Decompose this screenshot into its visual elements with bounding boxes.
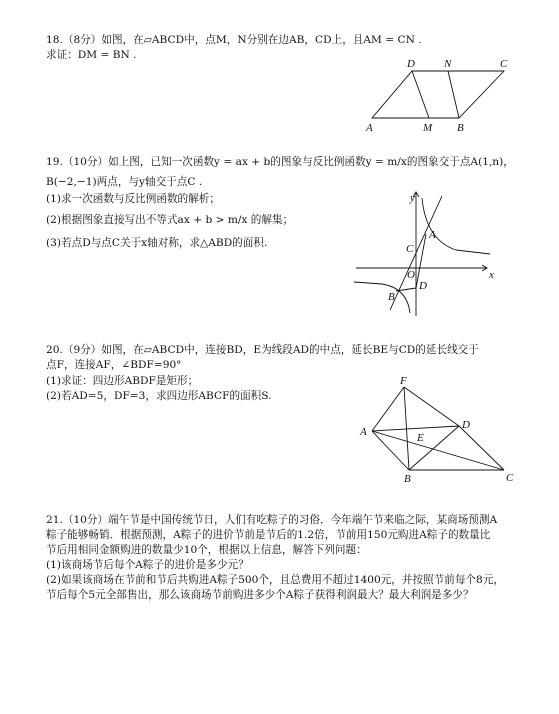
- q19-hyperbola-branch-2: [354, 282, 410, 313]
- q21-line-1: 21.（10分）端午节是中国传统节日，人们有吃粽子的习俗．今年端午节来临之际，某商场预测A: [46, 514, 498, 526]
- q21-line-4: (1)该商场节后每个A粽子的进价是多少元？: [46, 559, 249, 571]
- q20-label-e: E: [417, 432, 424, 444]
- q20-segment-af: [372, 387, 404, 431]
- q19-hyperbola-branch-1: [422, 198, 490, 254]
- q19-line-4: (2)根据图象直接写出不等式ax + b > m/x 的解集；: [46, 214, 294, 226]
- q18-label-a: A: [366, 122, 373, 134]
- q18-parallelogram: [372, 71, 504, 118]
- q19-label-c: C: [406, 243, 414, 255]
- q20-rectangle-figure: [352, 374, 522, 486]
- q18-label-c: C: [500, 58, 508, 70]
- q18-label-n: N: [444, 58, 452, 70]
- q19-label-x: x: [489, 269, 494, 281]
- q21-line-2: 粽子能够畅销．根据预测，A粽子的进价节前是节后的1.2倍，节前用150元购进A粽子的数量比: [46, 529, 491, 541]
- q20-segment-ad: [372, 426, 459, 431]
- q20-line-1: 20.（9分）如图，在▱ABCD中，连接BD，E为线段AD的中点，延长BE与CD的延长线交于: [46, 344, 479, 356]
- q18-line-1: 18.（8分）如图，在▱ABCD中，点M，N分别在边AB，CD上，且AM = CN .: [46, 34, 422, 46]
- q20-label-f: F: [400, 375, 407, 387]
- q19-label-y: y: [410, 192, 415, 204]
- q21-line-3: 节后用相同金额购进的数量少10个，根据以上信息，解答下列问题：: [46, 544, 367, 556]
- q19-line-3: (1)求一次函数与反比例函数的解析；: [46, 193, 220, 205]
- q19-label-a: A: [429, 229, 436, 241]
- q18-segment-dm: [412, 71, 429, 118]
- q20-label-d: D: [462, 419, 470, 431]
- q21-line-6: 节后每个5元全部售出，那么该商场节前购进多少个A粽子获得利润最大？最大利润是多少？: [46, 589, 474, 601]
- q20-line-3: (1)求证：四边形ABDF是矩形；: [46, 375, 199, 387]
- q20-line-4: (2)若AD=5，DF=3，求四边形ABCF的面积S.: [46, 390, 272, 402]
- q18-label-m: M: [423, 122, 433, 134]
- q20-line-2: 点F，连接AF，∠BDF=90°: [46, 359, 182, 371]
- q19-function-graph-figure: [352, 188, 502, 318]
- q21-line-5: (2)如果该商场在节前和节后共购进A粽子500个，且总费用不超过1400元，并按照节前每个8元，: [46, 574, 504, 586]
- q19-label-b: B: [388, 291, 395, 303]
- q19-line-1: 19.（10分）如上图，已知一次函数y = ax + b的图象与反比例函数y = m/x的图象交于点A(1,n)，: [46, 156, 514, 168]
- q19-label-d: D: [419, 280, 427, 292]
- q19-line-2: B(−2,−1)两点，与y轴交于点C .: [46, 176, 203, 188]
- q20-segment-fd: [404, 387, 459, 426]
- q20-label-a: A: [360, 426, 367, 438]
- q19-line-5: (3)若点D与点C关于x轴对称，求△ABD的面积.: [46, 237, 268, 249]
- q18-line-2: 求证：DM = BN .: [46, 49, 137, 61]
- q20-label-b: B: [404, 473, 411, 485]
- q18-segment-nb: [448, 71, 459, 118]
- q18-label-b: B: [457, 122, 464, 134]
- q18-parallelogram-figure: [360, 56, 520, 136]
- q18-label-d: D: [407, 58, 415, 70]
- q20-label-c: C: [506, 472, 514, 484]
- q19-label-o: O: [407, 269, 415, 281]
